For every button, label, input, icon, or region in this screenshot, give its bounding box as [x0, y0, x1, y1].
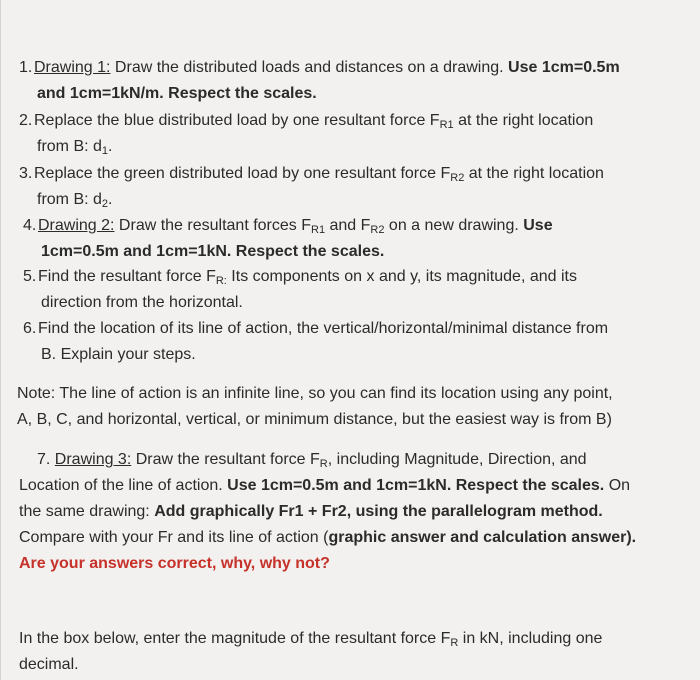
text-run: Add graphically Fr1 + Fr2, using the parallelogram method. — [154, 503, 603, 520]
text-run: Drawing 1: — [34, 59, 111, 76]
text-run: from B: d — [37, 191, 102, 208]
subscript-text: R2 — [450, 172, 465, 184]
text-run: Replace the green distributed load by one resultant force F — [34, 165, 451, 182]
item-line — [34, 108, 593, 134]
subscript-text: R1 — [439, 119, 454, 131]
subscript-text: R1 — [311, 224, 326, 236]
item-7-line — [19, 525, 636, 551]
text-run: Drawing 2: — [38, 217, 115, 234]
text-run: Replace the blue distributed load by one resultant force F — [34, 112, 440, 129]
text-run: Find the resultant force F — [38, 268, 216, 285]
text-run: Use 1cm=0.5m — [508, 59, 620, 76]
subscript-text: R2 — [370, 224, 385, 236]
item-number: 1. — [19, 59, 33, 76]
note-line-2: A, B, C, and horizontal, vertical, or minimum distance, but the easiest way is from B) — [17, 411, 612, 428]
text-run: , including Magnitude, Direction, and — [327, 451, 587, 468]
text-run: 1cm=0.5m and 1cm=1kN. Respect the scales. — [41, 243, 385, 260]
text-run: graphic answer and calculation answer). — [328, 529, 637, 546]
item-number: 4. — [23, 217, 37, 234]
text-run: Use 1cm=0.5m and 1cm=1kN. Respect the scales. — [227, 477, 605, 494]
text-run: Drawing 3: — [54, 451, 132, 468]
item-line — [37, 81, 317, 107]
item-number: 6. — [23, 320, 37, 337]
item-7-line — [19, 551, 330, 577]
text-run: Location of the line of action. — [19, 477, 228, 494]
text-run: Draw the resultant forces F — [114, 217, 311, 234]
answer-prompt-line — [19, 626, 602, 652]
text-run: in kN, including one — [458, 630, 603, 647]
item-line — [37, 187, 112, 213]
item-line — [41, 239, 384, 265]
item-number: 3. — [19, 165, 33, 182]
item-line — [41, 342, 196, 368]
subscript-text: R — [319, 458, 328, 470]
text-run: Draw the resultant force F — [131, 451, 320, 468]
text-run: On — [604, 477, 631, 494]
item-line — [41, 290, 243, 316]
text-run: and F — [325, 217, 371, 234]
subscript-text: 1 — [101, 145, 109, 157]
note-line-1: Note: The line of action is an infinite line, so you can find its location using any point, — [17, 385, 613, 402]
item-7-line — [19, 473, 630, 499]
item-line — [34, 55, 620, 81]
item-7-line — [19, 499, 603, 525]
text-run: In the box below, enter the magnitude of the resultant force F — [19, 630, 451, 647]
item-number: 2. — [19, 112, 33, 129]
subscript-text: R — [450, 637, 459, 649]
text-run: and 1cm=1kN/m. Respect the scales. — [37, 85, 317, 102]
text-run: at the right location — [453, 112, 594, 129]
text-run: direction from the horizontal. — [41, 294, 243, 311]
text-run: . — [108, 191, 113, 208]
text-run: decimal. — [19, 656, 79, 673]
text-run: from B: d — [37, 138, 102, 155]
text-run: Its components on x and y, its magnitude, and its — [226, 268, 577, 285]
text-run: Compare with your Fr and its line of action ( — [19, 529, 329, 546]
subscript-text: 2 — [101, 198, 109, 210]
text-run: Find the location of its line of action, the vertical/horizontal/minimal distance from — [38, 320, 609, 337]
text-run: Use — [523, 217, 553, 234]
answer-prompt-line — [19, 652, 79, 678]
item-line — [38, 264, 577, 290]
item-number: 5. — [23, 268, 37, 285]
text-run: 7. — [37, 451, 55, 468]
item-line — [38, 213, 553, 239]
text-run: Draw the distributed loads and distances on a drawing. — [110, 59, 509, 76]
text-run: at the right location — [464, 165, 604, 182]
text-run: B. Explain your steps. — [41, 346, 196, 363]
text-run: on a new drawing. — [384, 217, 524, 234]
item-line — [37, 134, 112, 160]
text-run: Are your answers correct, why, why not? — [19, 555, 330, 572]
text-run: the same drawing: — [19, 503, 155, 520]
item-line — [34, 161, 604, 187]
subscript-text: R: — [215, 275, 227, 287]
item-line — [38, 316, 608, 342]
item-7-line — [37, 447, 587, 473]
text-run: . — [108, 138, 113, 155]
